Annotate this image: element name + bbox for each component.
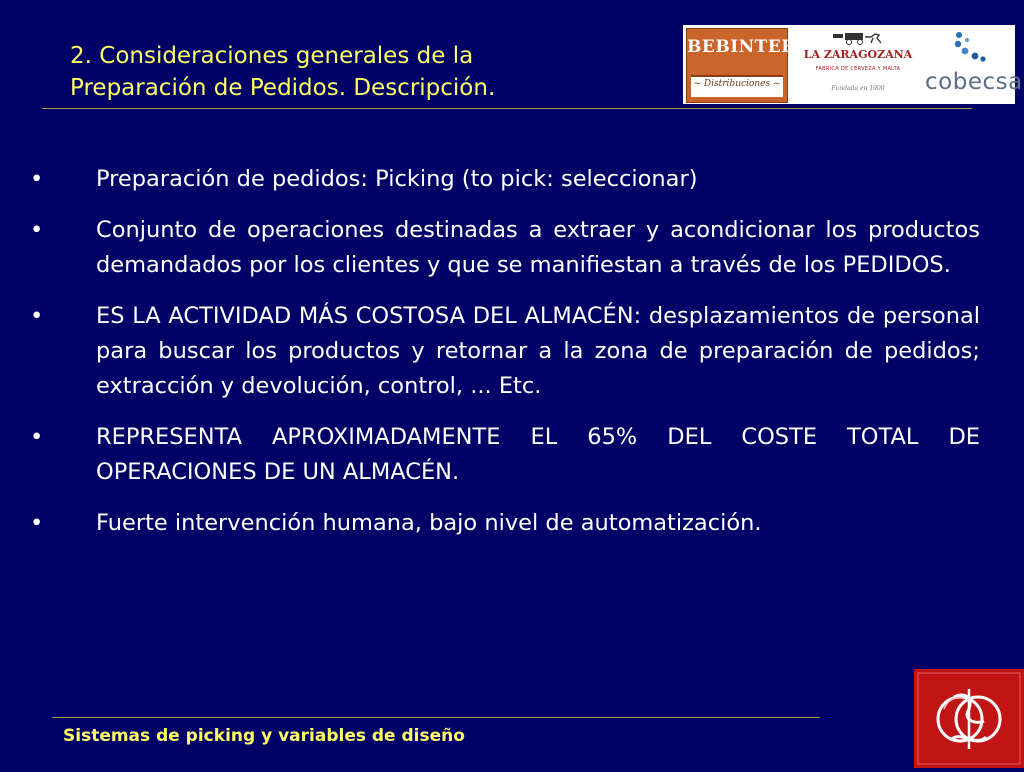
slide-title-line-1: 2. Consideraciones generales de la [70,43,474,69]
slide-title-line-2: Preparación de Pedidos. Descripción. [70,75,496,101]
title-divider [42,108,972,109]
list-item [30,213,980,283]
footer-title: Sistemas de picking y variables de diseño [63,726,465,746]
list-item [30,299,980,404]
bullet-icon: • [30,510,44,536]
sponsor-logos [683,25,1023,104]
bebinter-logo-tagline: ~ Distribuciones ~ [693,79,781,89]
list-item [30,162,980,197]
list-item-text: Preparación de pedidos: Picking (to pick: seleccionar) [96,166,698,192]
bebinter-logo-name: BEBINTER [687,37,796,57]
zaragozana-logo-signature: Fundada en 1900 [831,85,885,92]
list-item-text: ES LA ACTIVIDAD MÁS COSTOSA DEL ALMACÉN: desplazamientos de personal para buscar los productos y retornar a la zona de preparación de pedidos; extracción y devolución, control, ... Etc. [96,303,980,399]
bullet-icon: • [30,166,44,192]
cobecsa-logo [925,27,1023,102]
zaragozana-logo-name: LA ZARAGOZANA [803,48,913,61]
list-item-text: Fuerte intervención humana, bajo nivel de automatización. [96,510,762,536]
dots-icon [953,31,987,63]
monogram-logo-icon [914,669,1024,768]
bullet-list [30,162,980,557]
bullet-icon: • [30,424,44,450]
monogram-logo [914,669,1024,768]
footer-divider [52,717,820,718]
bullet-icon: • [30,303,44,329]
list-item-text: REPRESENTA APROXIMADAMENTE EL 65% DEL COSTE TOTAL DE OPERACIONES DE UN ALMACÉN. [96,424,980,485]
bullet-icon: • [30,217,44,243]
list-item [30,506,980,541]
bebinter-logo [686,28,796,103]
cobecsa-logo-name: cobecsa [925,69,1023,95]
zaragozana-logo-tagline: FABRICA DE CERVEZA Y MALTA [815,66,901,72]
zaragozana-logo [803,27,913,102]
carriage-icon [831,31,885,45]
list-item-text: Conjunto de operaciones destinadas a extraer y acondicionar los productos demandados por los clientes y que se manifiestan a través de los PEDIDOS. [96,217,980,278]
list-item [30,420,980,490]
slide-title [70,40,630,104]
